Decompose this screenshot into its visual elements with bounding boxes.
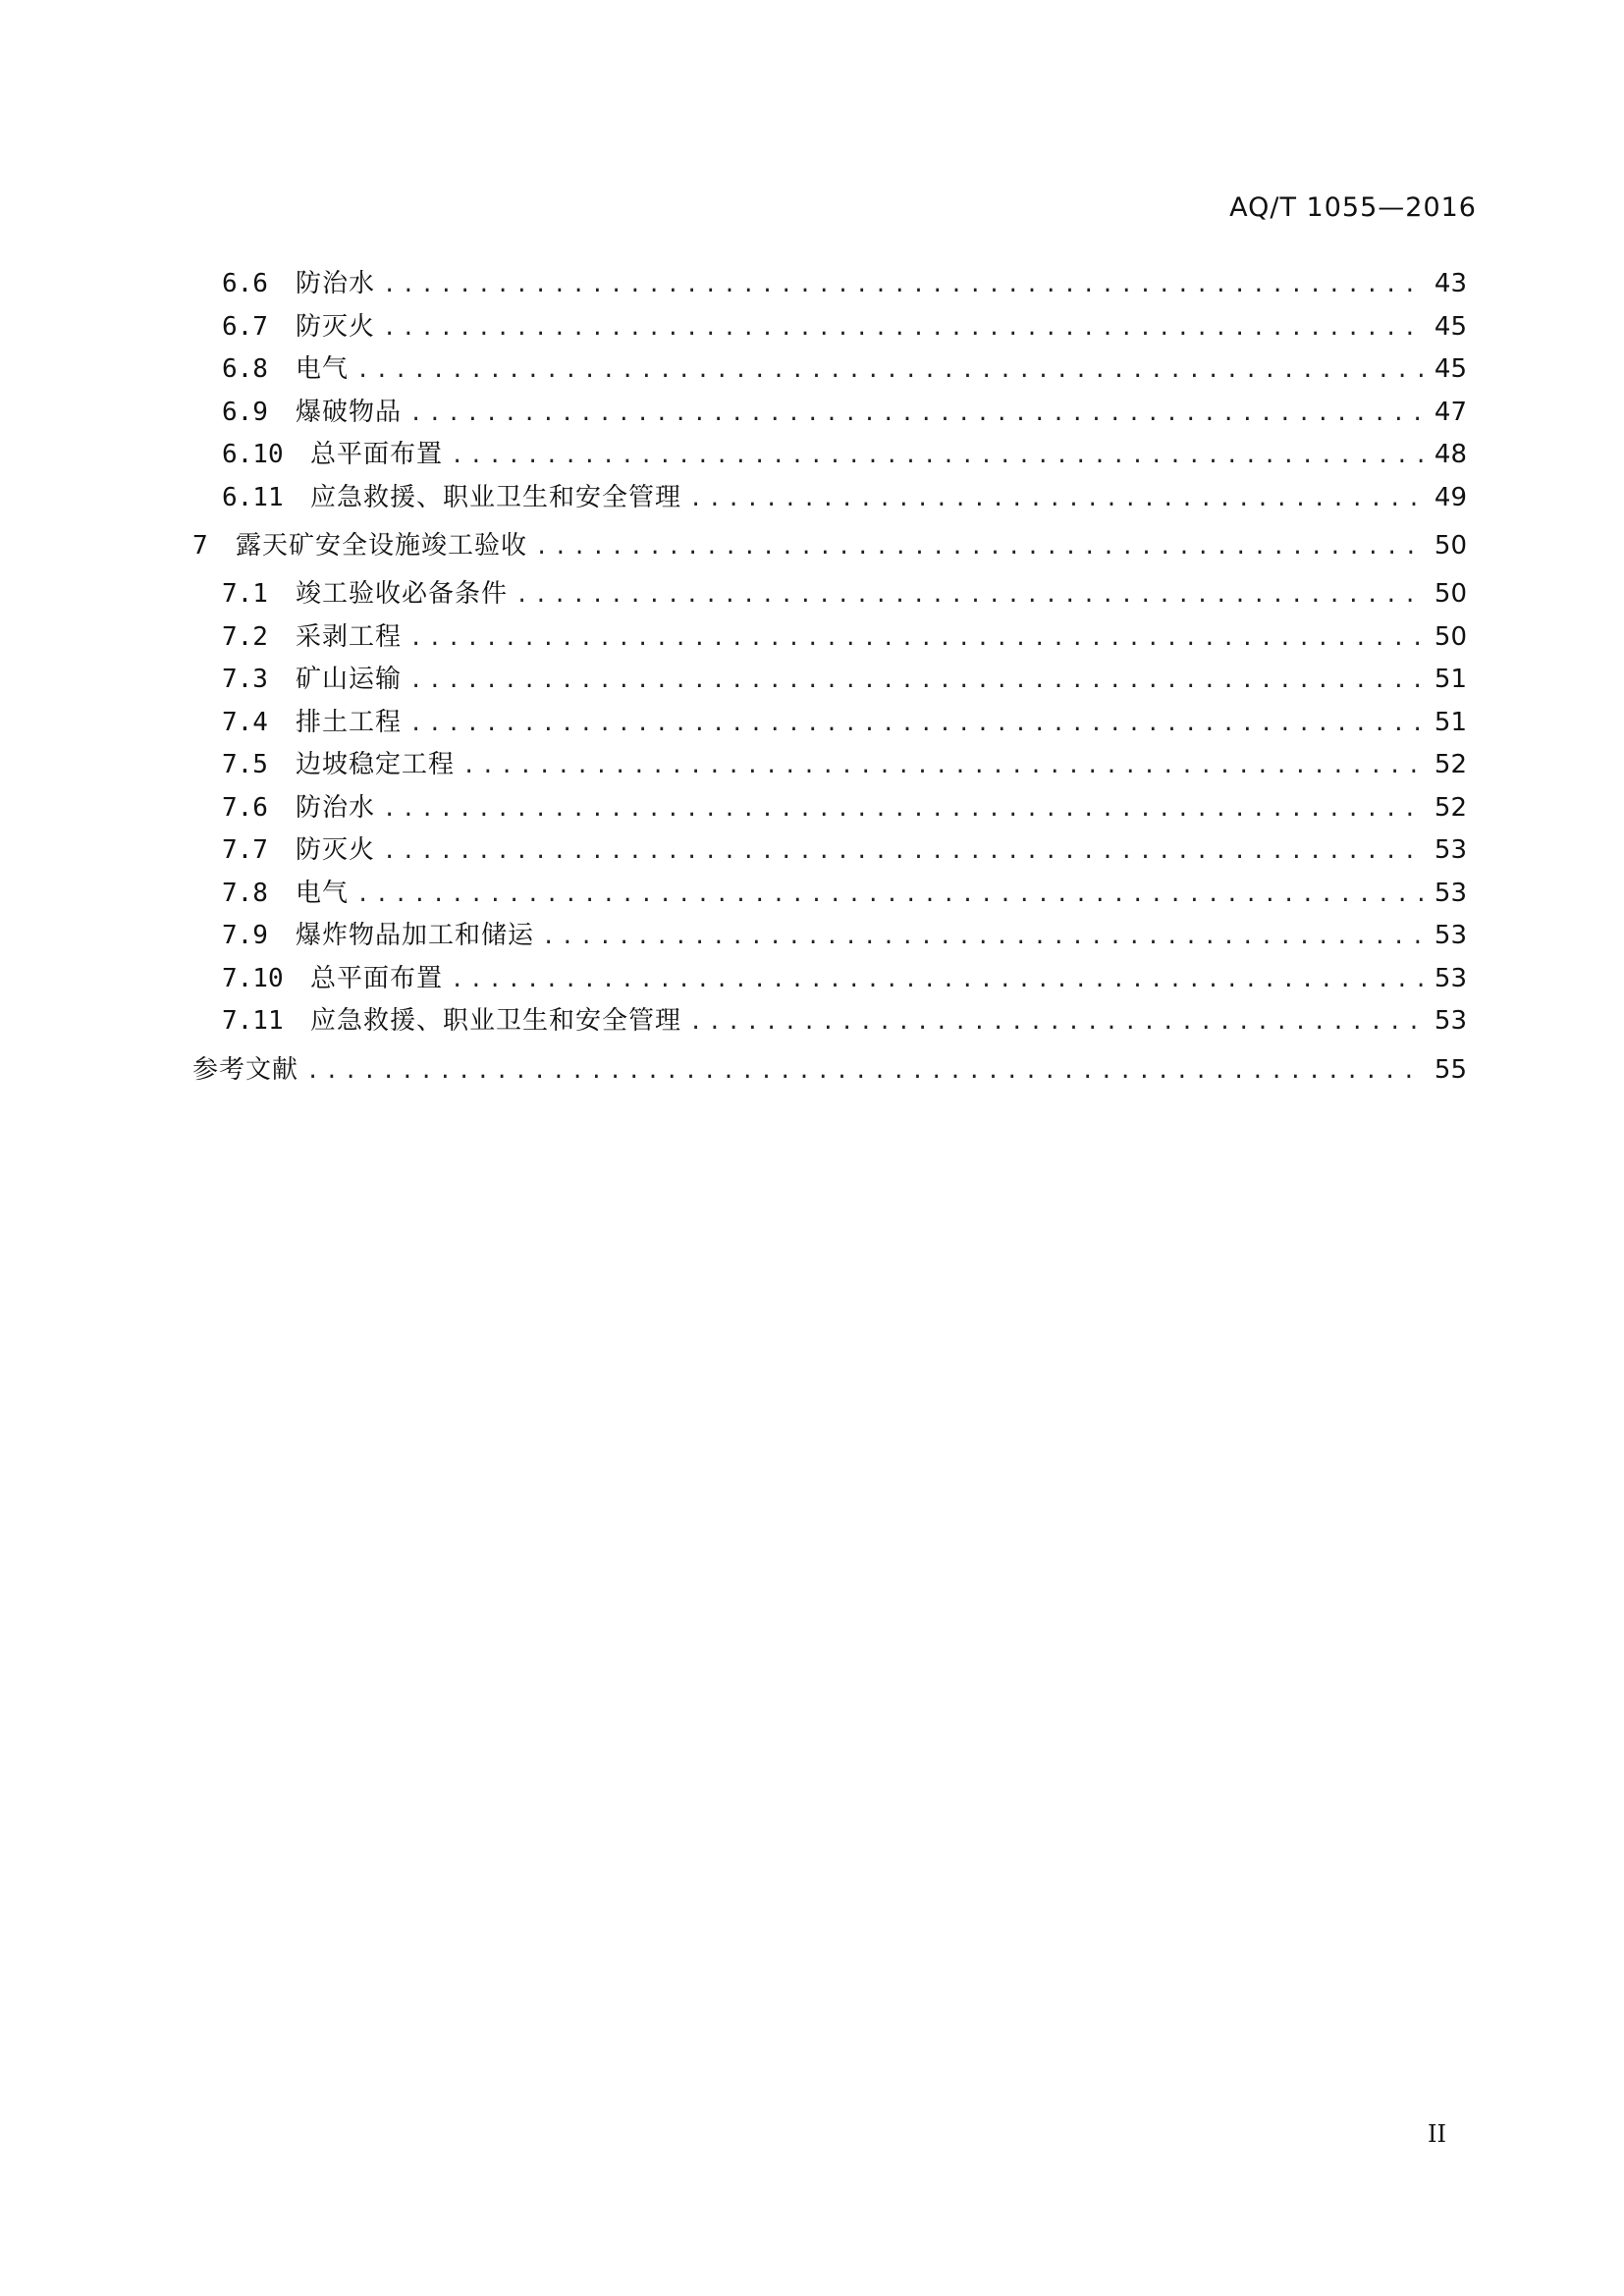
dot-leader: [689, 1001, 1425, 1044]
toc-entry-title: 采剥工程: [296, 621, 403, 652]
toc-entry[interactable]: [192, 392, 1467, 435]
toc-entry-title: 排土工程: [296, 707, 403, 737]
toc-entry-title: 电气: [296, 354, 350, 384]
toc-entry-number: 7.10: [222, 963, 284, 993]
toc-entry-page: 49: [1434, 482, 1467, 512]
toc-entry-title: 总平面布置: [310, 440, 444, 469]
toc-entry-title: 防灭火: [296, 835, 376, 865]
toc-entry-page: 50: [1434, 621, 1467, 652]
toc-entry-title: 总平面布置: [310, 963, 444, 993]
toc-entry[interactable]: [192, 616, 1467, 660]
dot-leader: [383, 307, 1425, 350]
toc-entry-page: 50: [1434, 531, 1467, 561]
toc-entry[interactable]: [192, 702, 1467, 745]
toc-entry-page: 52: [1434, 792, 1467, 823]
toc-entry-number: 7.8: [222, 878, 268, 908]
dot-leader: [542, 916, 1425, 959]
toc-entry[interactable]: [192, 477, 1467, 520]
dot-leader: [515, 574, 1425, 617]
dot-leader: [356, 874, 1425, 917]
toc-entry-title: 防治水: [296, 792, 376, 823]
toc-entry-page: 53: [1434, 963, 1467, 993]
toc-entry-page: 51: [1434, 665, 1467, 694]
toc-entry-page: 47: [1434, 397, 1467, 427]
dot-leader: [306, 1044, 1425, 1098]
toc-entry-title: 防灭火: [296, 311, 376, 342]
toc-entry-number: 7.9: [222, 921, 268, 950]
toc-entry[interactable]: [192, 873, 1467, 916]
toc-entry[interactable]: [192, 1000, 1467, 1043]
toc-entry-page: 53: [1434, 835, 1467, 865]
toc-entry-page: 50: [1434, 579, 1467, 609]
dot-leader: [409, 660, 1425, 703]
toc-entry-page: 53: [1434, 878, 1467, 908]
toc-entry[interactable]: [192, 306, 1467, 349]
toc-entry[interactable]: [192, 519, 1467, 573]
toc-entry-title: 应急救援、职业卫生和安全管理: [310, 1006, 682, 1036]
toc-entry-number: 6.9: [222, 397, 268, 427]
toc-entry-page: 53: [1434, 1006, 1467, 1036]
dot-leader: [383, 788, 1425, 831]
toc-entry-number: 6.8: [222, 354, 268, 384]
toc-entry-title: 防治水: [296, 269, 376, 298]
toc-entry-number: 7.6: [222, 792, 268, 823]
toc-entry[interactable]: [192, 573, 1467, 616]
dot-leader: [383, 830, 1425, 874]
toc-entry-page: 52: [1434, 750, 1467, 779]
toc-entry-page: 48: [1434, 440, 1467, 469]
toc-entry-page: 53: [1434, 921, 1467, 950]
toc-entry-number: 7.7: [222, 835, 268, 865]
toc-entry[interactable]: [192, 744, 1467, 787]
toc-entry[interactable]: [192, 915, 1467, 958]
dot-leader: [689, 478, 1425, 521]
dot-leader: [409, 617, 1425, 661]
toc-entry-number: 7.4: [222, 707, 268, 737]
toc-entry-number: 7.2: [222, 621, 268, 652]
dot-leader: [409, 393, 1425, 436]
dot-leader: [535, 520, 1425, 574]
toc-entry[interactable]: [192, 958, 1467, 1001]
toc-entry-title: 矿山运输: [296, 665, 403, 694]
toc-entry-page: 43: [1434, 269, 1467, 298]
toc-entry[interactable]: [192, 434, 1467, 477]
toc-entry-number: 7.5: [222, 750, 268, 779]
toc-entry[interactable]: [192, 659, 1467, 702]
toc-entry-number: 6.6: [222, 269, 268, 298]
dot-leader: [409, 703, 1425, 746]
dot-leader: [383, 264, 1425, 307]
toc-entry-number: 7.1: [222, 579, 268, 609]
toc-entry[interactable]: [192, 787, 1467, 830]
toc-entry-number: 6.7: [222, 311, 268, 342]
toc-entry-page: 45: [1434, 354, 1467, 384]
toc-entry-title: 露天矿安全设施竣工验收: [236, 531, 528, 561]
page-number: II: [1428, 2120, 1446, 2148]
toc-entry-title: 竣工验收必备条件: [296, 579, 509, 609]
toc-entry[interactable]: [192, 1043, 1467, 1097]
toc-entry[interactable]: [192, 348, 1467, 392]
toc-entry-title: 边坡稳定工程: [296, 750, 456, 779]
toc-entry-number: 6.10: [222, 440, 284, 469]
dot-leader: [462, 745, 1425, 788]
toc-entry-title: 爆炸物品加工和储运: [296, 921, 535, 950]
toc-entry-title: 参考文献: [192, 1054, 299, 1085]
dot-leader: [451, 435, 1425, 478]
toc-entry-page: 51: [1434, 707, 1467, 737]
toc-entry-page: 45: [1434, 311, 1467, 342]
toc-entry-title: 爆破物品: [296, 397, 403, 427]
toc-entry-number: 7.3: [222, 665, 268, 694]
dot-leader: [451, 959, 1425, 1002]
toc-entry-number: 7.11: [222, 1006, 284, 1036]
toc-entry-number: 7: [192, 531, 208, 561]
toc-entry-number: 6.11: [222, 482, 284, 512]
toc-entry-title: 电气: [296, 878, 350, 908]
toc-entry[interactable]: [192, 829, 1467, 873]
toc-entry-title: 应急救援、职业卫生和安全管理: [310, 482, 682, 512]
dot-leader: [356, 349, 1425, 393]
toc-entry-page: 55: [1434, 1054, 1467, 1085]
document-code: AQ/T 1055—2016: [1229, 192, 1477, 223]
table-of-contents: [192, 263, 1467, 1097]
toc-entry[interactable]: [192, 263, 1467, 306]
